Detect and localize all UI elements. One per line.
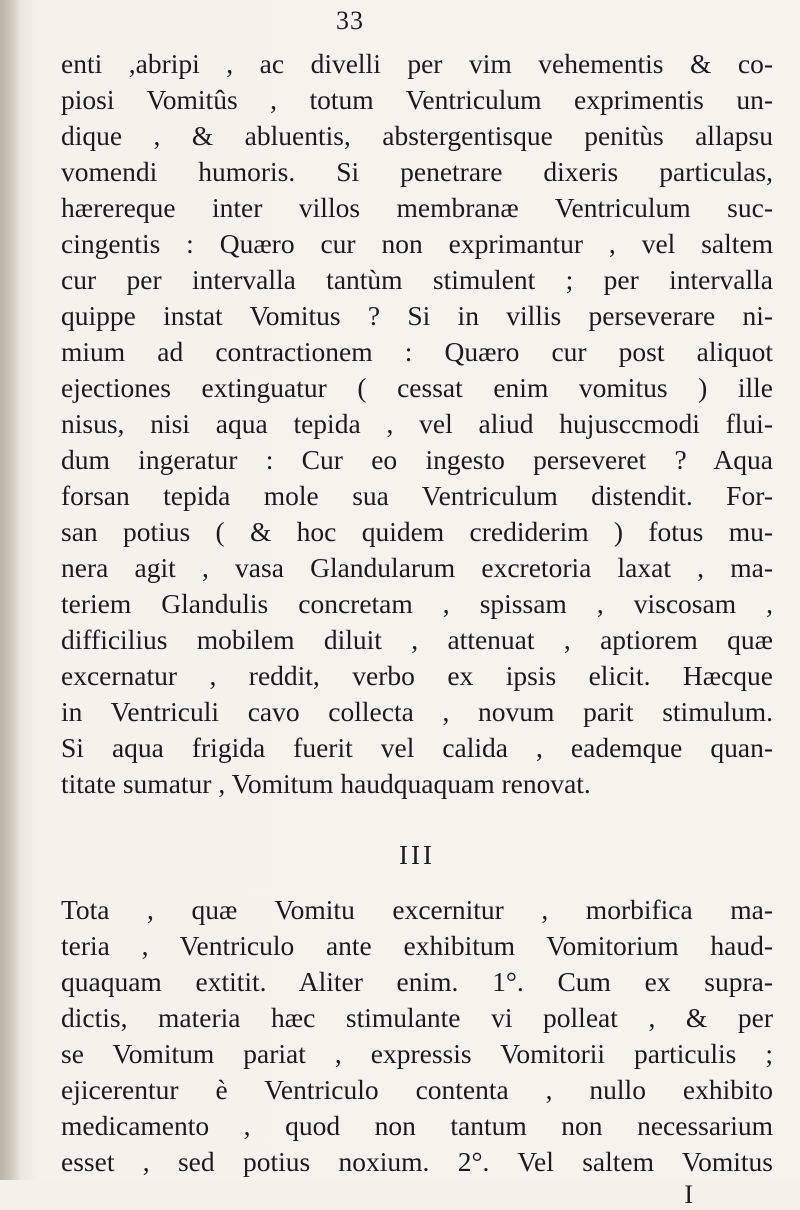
gutter-shadow (0, 0, 22, 1180)
text-line: forsan tepida mole sua Ventriculum distendit. For- (61, 480, 773, 511)
text-line: ejicerentur è Ventriculo contenta , nullo exhibito (61, 1074, 773, 1105)
text-block (61, 46, 773, 1210)
text-line: hærereque inter villos membranæ Ventriculum suc- (61, 192, 773, 223)
text-line: san potius ( & hoc quidem crediderim ) fotus mu- (61, 516, 773, 547)
paragraph-2 (61, 892, 773, 1180)
text-line: nera agit , vasa Glandularum excretoria laxat , ma- (61, 552, 773, 583)
text-line: titate sumatur , Vomitum haudquaquam renovat. (61, 768, 591, 799)
text-line: Si aqua frigida fuerit vel calida , eademque quan- (61, 732, 773, 763)
text-line: medicamento , quod non tantum non necessarium (61, 1110, 773, 1141)
text-line: teriem Glandulis concretam , spissam , viscosam , (61, 588, 773, 619)
text-line: vomendi humoris. Si penetrare dixeris particulas, (61, 156, 773, 187)
text-line: esset , sed potius noxium. 2°. Vel saltem Vomitus (61, 1146, 773, 1177)
text-line: nisus, nisi aqua tepida , vel aliud hujusccmodi flui- (61, 408, 773, 439)
text-line: cur per intervalla tantùm stimulent ; per intervalla (61, 264, 773, 295)
text-line: dictis, materia hæc stimulante vi polleat , & per (61, 1002, 773, 1033)
section-heading: III (399, 840, 435, 870)
page-number: 33 (336, 6, 364, 35)
text-line: enti ,abripi , ac divelli per vim vehementis & co- (61, 48, 773, 79)
catchword: I (684, 1180, 693, 1209)
text-line: quippe instat Vomitus ? Si in villis perseverare ni- (61, 300, 773, 331)
text-line: dum ingeratur : Cur eo ingesto perseveret ? Aqua (61, 444, 773, 475)
text-line: in Ventriculi cavo collecta , novum parit stimulum. (61, 696, 773, 727)
text-line: Tota , quæ Vomitu excernitur , morbifica ma- (61, 894, 773, 925)
text-line: mium ad contractionem : Quæro cur post aliquot (61, 336, 773, 367)
text-line: se Vomitum pariat , expressis Vomitorii particulis ; (61, 1038, 773, 1069)
paragraph-1 (61, 46, 773, 802)
text-line: excernatur , reddit, verbo ex ipsis elicit. Hæcque (61, 660, 773, 691)
text-line: ejectiones extinguatur ( cessat enim vomitus ) ille (61, 372, 773, 403)
text-line: piosi Vomitûs , totum Ventriculum exprimentis un- (61, 84, 773, 115)
text-line: teria , Ventriculo ante exhibitum Vomitorium haud- (61, 930, 773, 961)
text-line: difficilius mobilem diluit , attenuat , aptiorem quæ (61, 624, 773, 655)
text-line: quaquam extitit. Aliter enim. 1°. Cum ex supra- (61, 966, 773, 997)
text-line: dique , & abluentis, abstergentisque penitùs allapsu (61, 120, 773, 151)
text-line: cingentis : Quæro cur non exprimantur , vel saltem (61, 228, 773, 259)
